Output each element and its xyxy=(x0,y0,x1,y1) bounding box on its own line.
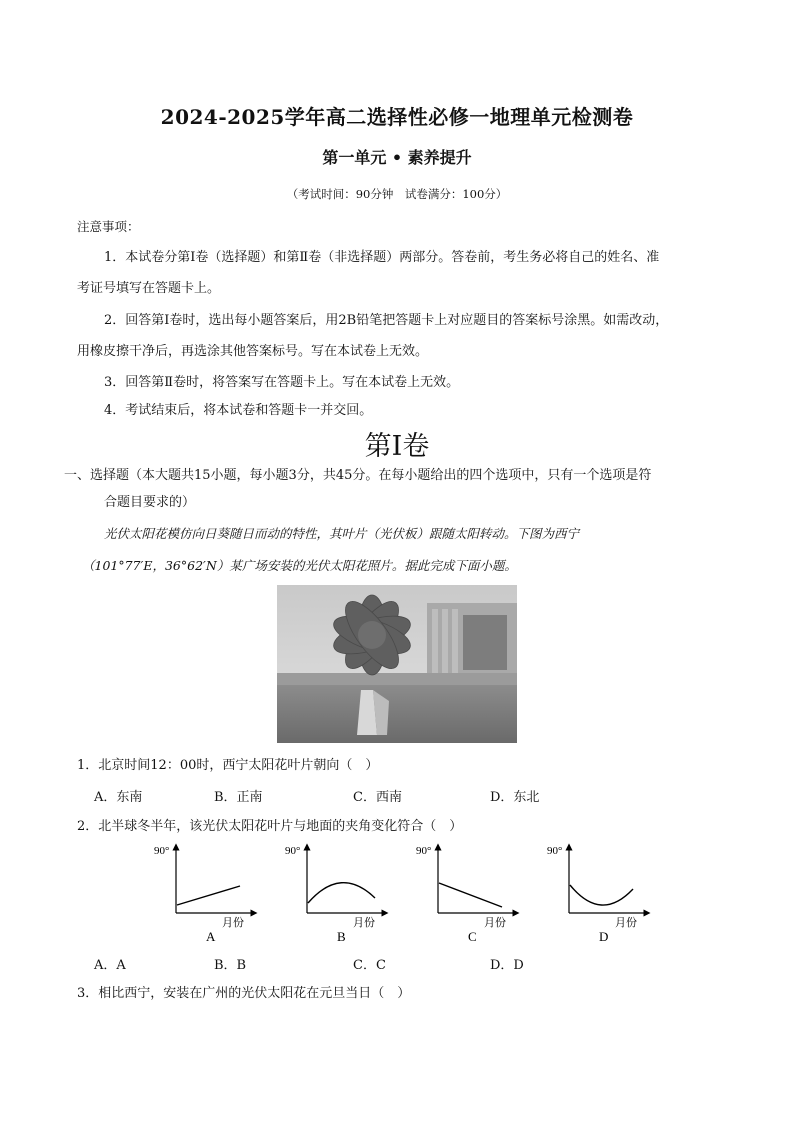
exam-subtitle: 第一单元 • 素养提升 xyxy=(322,148,472,167)
graph-a-xlabel: 月份 xyxy=(222,917,244,929)
graph-c-ylabel: 90° xyxy=(416,845,432,857)
solar-flower-photo xyxy=(277,585,517,743)
graph-a-ylabel: 90° xyxy=(154,845,170,857)
exam-title: 2024-2025学年高二选择性必修一地理单元检测卷 xyxy=(160,105,634,129)
intro-line1: 光伏太阳花模仿向日葵随日而动的特性，其叶片（光伏板）跟随太阳转动。下图为西宁 xyxy=(104,526,580,541)
graph-a xyxy=(150,843,260,943)
intro-line2: （101°77′E，36°62′N）某广场安装的光伏太阳花照片。据此完成下面小题。 xyxy=(82,558,517,573)
graph-a-curve xyxy=(177,886,240,905)
graph-d-xlabel: 月份 xyxy=(615,917,637,929)
q2-option-a[interactable]: A．A xyxy=(94,958,126,973)
graph-d-letter: D xyxy=(599,929,609,943)
notice-item-2-line1: 2．回答第Ⅰ卷时，选出每小题答案后，用2B铅笔把答题卡上对应题目的答案标号涂黑。如需改动， xyxy=(104,313,669,328)
graph-a-letter: A xyxy=(206,929,216,943)
graph-b-ylabel: 90° xyxy=(285,845,301,857)
notice-item-3: 3．回答第Ⅱ卷时，将答案写在答题卡上。写在本试卷上无效。 xyxy=(104,375,460,390)
notice-item-1-line1: 1．本试卷分第Ⅰ卷（选择题）和第Ⅱ卷（非选择题）两部分。答卷前，考生务必将自己的姓名、准 xyxy=(104,250,660,265)
question-3-stem: 3．相比西宁，安装在广州的光伏太阳花在元旦当日（ ） xyxy=(77,986,411,1001)
graph-c xyxy=(412,843,522,943)
section-heading-line1: 一、选择题（本大题共15小题，每小题3分，共45分。在每小题给出的四个选项中，只有一个选项是符 xyxy=(64,468,652,483)
q2-option-c[interactable]: C．C xyxy=(353,958,386,973)
part-label: 第Ⅰ卷 xyxy=(364,431,430,462)
graph-d xyxy=(543,843,653,943)
graph-d-curve xyxy=(570,885,633,905)
q1-option-b[interactable]: B．正南 xyxy=(214,790,263,805)
graph-b xyxy=(281,843,391,943)
notice-item-4: 4．考试结束后，将本试卷和答题卡一并交回。 xyxy=(104,403,373,418)
q2-option-b[interactable]: B．B xyxy=(214,958,247,973)
notice-item-2-line2: 用橡皮擦干净后，再选涂其他答案标号。写在本试卷上无效。 xyxy=(77,344,429,359)
graph-d-ylabel: 90° xyxy=(547,845,563,857)
q1-option-c[interactable]: C．西南 xyxy=(353,790,402,805)
graph-b-curve xyxy=(308,883,375,903)
notice-item-1-line2: 考证号填写在答题卡上。 xyxy=(77,281,221,296)
section-heading-line2: 合题目要求的） xyxy=(104,495,196,510)
exam-info: （考试时间：90分钟 试卷满分：100分） xyxy=(286,187,508,201)
graph-c-xlabel: 月份 xyxy=(484,917,506,929)
graph-b-xlabel: 月份 xyxy=(353,917,375,929)
notice-heading: 注意事项： xyxy=(77,219,140,234)
question-1-stem: 1．北京时间12：00时，西宁太阳花叶片朝向（ ） xyxy=(77,758,379,773)
question-2-stem: 2．北半球冬半年，该光伏太阳花叶片与地面的夹角变化符合（ ） xyxy=(77,819,463,834)
graph-b-letter: B xyxy=(337,929,346,943)
q2-option-d[interactable]: D．D xyxy=(490,958,524,973)
q1-option-a[interactable]: A．东南 xyxy=(94,790,143,805)
graph-c-curve xyxy=(439,883,502,907)
q1-option-d[interactable]: D．东北 xyxy=(490,790,540,805)
graph-c-letter: C xyxy=(468,929,477,943)
